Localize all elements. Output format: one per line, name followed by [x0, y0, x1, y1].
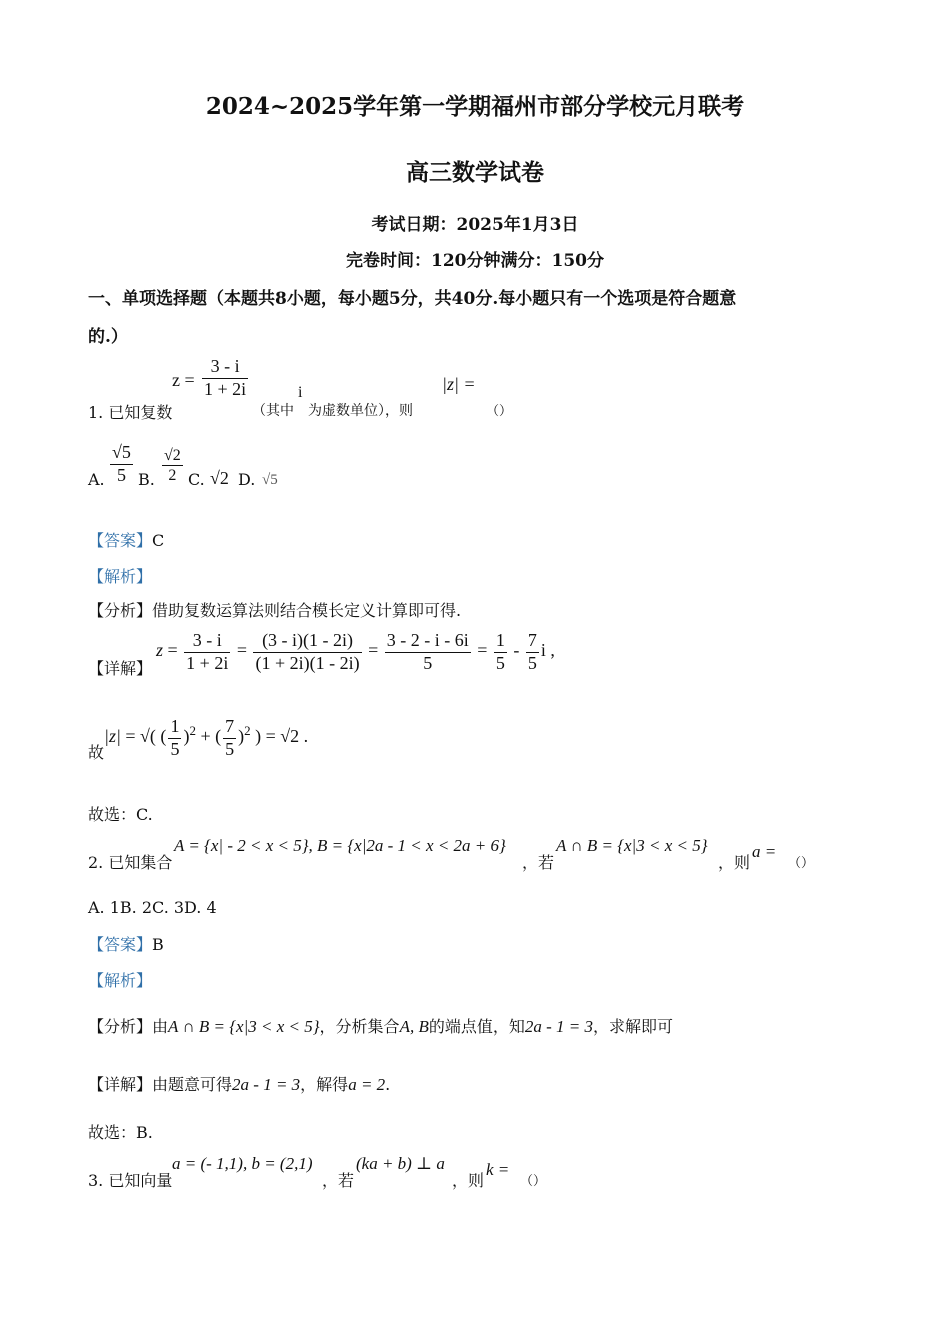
q2-xiangjie: [88, 1072, 390, 1095]
q1-mid2: 为虚数单位），则: [308, 403, 413, 419]
fenxi-ab: A, B: [399, 1017, 429, 1036]
q1-option-c-value: √2: [210, 468, 229, 488]
q1-paren: （）: [486, 404, 513, 419]
q3-vectors: a = (- 1,1), b = (2,1): [172, 1154, 313, 1173]
q1-analysis-tag: 【解析】: [88, 567, 153, 586]
q1-option-b-value: $\frac{√2}{2}$: [164, 447, 181, 485]
q2-answer: [88, 932, 164, 955]
q1-mid: （其中: [252, 403, 294, 419]
exam-date: 考试日期：2025年1月3日: [371, 215, 579, 235]
xiangjie-b: ，解得: [300, 1075, 349, 1094]
q1-modulus: |z| = √( ( $\frac{1}{5}$ )$^2$ + ( $\frac{7}{5}$ )$^2$ ) = √2 .: [104, 716, 309, 759]
q3-paren: （）: [520, 1174, 547, 1189]
q1-fenxi: [88, 598, 461, 621]
q1-derivation: z = $\frac{3 - i}{1 + 2i}$ = $\frac{(3 - i)(1 - 2i)}{(1 + 2i)(1 - 2i)}$ = $\frac{3 - 2 - i - 6i}{5}$ = $\frac{1}{5}$ - $\frac{7}{5}$ i ,: [156, 630, 555, 673]
fenxi-cap: A ∩ B = {x|3 < x < 5}: [168, 1017, 320, 1036]
section-heading-line2: 的.）: [88, 327, 128, 347]
q3-k-eq: k =: [486, 1160, 510, 1179]
fenxi-mid2: 的端点值，知: [428, 1017, 525, 1036]
q2-a-eq: a =: [752, 842, 777, 861]
exam-time-score: 完卷时间：120分钟满分：150分: [346, 251, 604, 271]
fenxi-text: 借助复数运算法则结合模长定义计算即可得.: [152, 601, 462, 620]
q3-prefix: 3. 已知向量: [88, 1171, 173, 1190]
q2-paren: （）: [788, 856, 815, 871]
q1-answer: [88, 528, 164, 551]
q3-ze: ，则: [452, 1171, 485, 1190]
fenxi-eq: 2a - 1 = 3: [524, 1017, 593, 1036]
section-heading-line1: 一、单项选择题（本题共8小题，每小题5分，共40分.每小题只有一个选项是符合题意: [88, 289, 737, 309]
q1-option-b-label: B.: [138, 470, 155, 489]
q2-analysis-tag: 【解析】: [88, 971, 153, 990]
q2-prefix: 2. 已知集合: [88, 853, 173, 872]
xiangjie-c: .: [385, 1075, 391, 1094]
q1-option-c-label: C.: [188, 470, 205, 489]
q2-conclusion: 故选：B.: [88, 1123, 153, 1142]
answer-tag: 【答案】: [88, 531, 153, 550]
q1-xiangjie-tag: 【详解】: [88, 659, 153, 678]
page-subtitle: 高三数学试卷: [406, 159, 544, 186]
q1-option-d-value: √5: [262, 472, 278, 488]
q1-z-den: 1 + 2i: [204, 378, 247, 399]
q1-absz: |z| =: [442, 374, 476, 394]
xiangjie-sol: a = 2: [348, 1075, 386, 1094]
q2-ruo: ，若: [522, 853, 555, 872]
q2-sets: A = {x| - 2 < x < 5}, B = {x|2a - 1 < x < 2a + 6}: [174, 836, 506, 855]
q1-z-num: 3 - i: [202, 356, 248, 379]
q2-options: A. 1B. 2C. 3D. 4: [88, 898, 217, 917]
fenxi-tag: 【分析】: [88, 601, 153, 620]
fenxi-you: 由: [152, 1017, 169, 1036]
xiangjie-tag: 【详解】: [88, 1075, 153, 1094]
q1-prefix: 1. 已知复数: [88, 403, 173, 422]
q1-i-symbol: i: [298, 384, 303, 401]
q2-ze: ，则: [718, 853, 751, 872]
xiangjie-eq: 2a - 1 = 3: [232, 1075, 301, 1094]
q1-conclusion: 故选：C.: [88, 805, 153, 824]
fenxi-end: ，求解即可: [593, 1017, 674, 1036]
q2-cap: A ∩ B = {x|3 < x < 5}: [556, 836, 708, 855]
page-title: 2024~2025学年第一学期福州市部分学校元月联考: [205, 93, 745, 120]
answer-value: C: [152, 531, 165, 550]
q1-z-fraction: [200, 356, 250, 400]
q3-condition: (ka + b) ⊥ a: [356, 1154, 445, 1173]
q1-z-eq: z =: [172, 370, 195, 390]
q1-option-a-label: A.: [88, 470, 105, 489]
fenxi-mid: ，分析集合: [319, 1017, 400, 1036]
fenxi-tag: 【分析】: [88, 1017, 153, 1036]
q3-ruo: ，若: [322, 1171, 355, 1190]
q2-fenxi: [88, 1014, 673, 1037]
answer-value: B: [152, 935, 164, 954]
q1-option-d-label: D.: [238, 470, 256, 489]
q1-option-a-value: $\frac{√5}{5}$: [112, 442, 131, 485]
q1-gu: 故: [88, 743, 105, 762]
xiangjie-a: 由题意可得: [152, 1075, 233, 1094]
answer-tag: 【答案】: [88, 935, 153, 954]
